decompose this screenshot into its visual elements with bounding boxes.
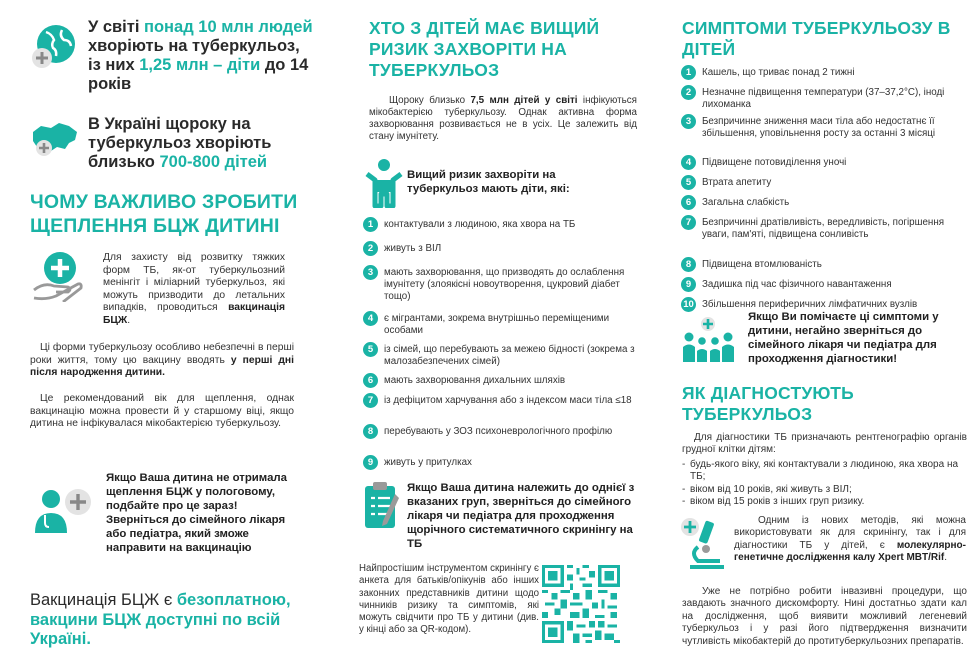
doctor-icon	[33, 488, 93, 533]
list-item: 9 Задишка під час фізичного навантаження	[681, 279, 971, 299]
list-item: 2 Незначне підвищення температури (37–37,2°C), іноді лихоманка	[681, 87, 971, 116]
list-item: 7 із дефіцитом харчування або з індексом маси тіла ≤18	[363, 395, 643, 426]
risk-heading: ХТО З ДІТЕЙ МАЄ ВИЩИЙ РИЗИК ЗАХВОРІТИ НА ТУБЕРКУЛЬОЗ	[369, 18, 600, 80]
risk-intro: Щороку близько 7,5 млн дітей у світі інфікуються мікобактерією туберкульозу. Однак активна форма захворювання розвивається не в усіх. Це залежить від стану імунітету.	[369, 95, 637, 142]
list-item: 1 контактували з людиною, яка хвора на ТБ	[363, 219, 643, 243]
bcg-para-3: Це рекомендований вік для щеплення, однак вакцинацію можна провести й у старшому віці, якщо дитина не інфікувалася мікобактерією туберкульозу.	[30, 393, 294, 430]
list-item: 8 Підвищена втомлюваність	[681, 259, 971, 279]
list-item: - віком від 10 років, які живуть з ВІЛ;	[682, 484, 967, 496]
method-para: Одним із нових методів, які можна використовувати як для скринінгу, так і для діагностики ТБ у дітей, є молекулярно-генетичне дослідження калу Xpert MBT/Rif.	[734, 515, 966, 564]
screening-note: Якщо Ваша дитина належить до однієї з вказаних груп, зверніться до сімейного лікаря чи педіатра для проходження щорічного систематичного скринінгу на ТБ	[407, 482, 635, 550]
globe-plus-icon	[30, 22, 80, 72]
symptoms-note: Якщо Ви помічаєте ці симптоми у дитини, негайно зверніться до сімейного лікаря чи педіатра для проходження діагностики!	[748, 311, 939, 365]
column-right	[668, 0, 980, 671]
list-item: 3 Безпричинне зниження маси тіла або недостатнє її збільшення, уповільнення росту за останні 3 місяці	[681, 116, 971, 157]
list-item: 4 є мігрантами, зокрема внутрішньо переміщеними особами	[363, 313, 643, 344]
bcg-note: Якщо Ваша дитина не отримала щеплення БЦЖ у пологовому, подбайте про це зараз! Зверніться до сімейного лікаря або педіатра, який зможе направити на вакцинацію	[106, 472, 287, 554]
family-icon	[680, 316, 736, 362]
list-item: 10 Збільшення периферичних лімфатичних вузлів	[681, 299, 971, 319]
list-item: 5 Втрата апетиту	[681, 177, 971, 197]
hand-plus-icon	[32, 248, 84, 302]
symptoms-heading: СИМПТОМИ ТУБЕРКУЛЬОЗУ В ДІТЕЙ	[682, 18, 951, 59]
ukraine-map-icon	[30, 118, 80, 158]
column-left	[0, 0, 320, 671]
ukraine-stat: В Україні щороку на туберкульоз хворіють близько 700-800 дітей	[88, 115, 272, 171]
diagnosis-intro: Для діагностики ТБ призначають рентгенографію органів грудної клітки дітям:	[682, 432, 967, 456]
column-middle	[335, 0, 653, 671]
risk-list	[363, 219, 643, 477]
bcg-para-1: Для захисту від розвитку тяжких форм ТБ, як-от туберкульозний менінгіт і міліарний туберкульоз, які можуть призводити до летальних випадків, проводиться вакцинація БЦЖ.	[103, 252, 285, 326]
risk-title: Вищий ризик захворіти на туберкульоз мають діти, які:	[407, 169, 570, 195]
bcg-heading: ЧОМУ ВАЖЛИВО ЗРОБИТИ ЩЕПЛЕННЯ БЦЖ ДИТИНІ	[30, 191, 298, 237]
list-item: 5 із сімей, що перебувають за межею бідності (зокрема з малозабезпечених сімей)	[363, 344, 643, 375]
final-para: Уже не потрібно робити інвазивні процедури, що завдають значного дискомфорту. Нині достатньо здати кал на дослідження, щоб виявити можливий легеневий туберкульоз і у разі його підтвердження визначити чутливість мікобактерій до протитуберкульозних препаратів.	[682, 586, 967, 647]
diagnosis-list	[682, 459, 967, 509]
symptoms-list	[681, 67, 971, 319]
list-item: - віком від 15 років з інших груп ризику.	[682, 496, 967, 508]
list-item: 9 живуть у притулках	[363, 457, 643, 477]
list-item: - будь-якого віку, які контактували з людиною, яка хвора на ТБ;	[682, 459, 967, 484]
clipboard-icon	[363, 480, 401, 532]
bcg-footer: Вакцинація БЦЖ є безоплатною, вакцини БЦЖ доступні по всій Україні.	[30, 591, 291, 648]
world-stat: У світі понад 10 млн людей хворіють на туберкульоз, із них 1,25 млн – діти до 14 років	[88, 18, 313, 93]
list-item: 6 Загальна слабкість	[681, 197, 971, 217]
child-icon	[363, 158, 405, 208]
qr-code[interactable]	[542, 565, 620, 643]
screening-para: Найпростішим інструментом скринінгу є анкета для батьків/опікунів або інших законних представників дитини щодо чинників ризику та симптомів, які можуть свідчити про ТБ у дитини (див. у кінці або за QR-кодом).	[359, 563, 539, 636]
list-item: 4 Підвищене потовиділення уночі	[681, 157, 971, 177]
diagnosis-heading: ЯК ДІАГНОСТУЮТЬ ТУБЕРКУЛЬОЗ	[682, 383, 854, 424]
list-item: 3 мають захворювання, що призводять до ослаблення імунітету (злоякісні новоутворення, цукровий діабет тощо)	[363, 267, 643, 313]
list-item: 1 Кашель, що триває понад 2 тижні	[681, 67, 971, 87]
list-item: 6 мають захворювання дихальних шляхів	[363, 375, 643, 395]
list-item: 8 перебувають у ЗОЗ психоневрологічного профілю	[363, 426, 643, 457]
list-item: 2 живуть з ВІЛ	[363, 243, 643, 267]
bcg-para-2: Ці форми туберкульозу особливо небезпечні в перші роки життя, тому цю вакцину вводять у перші дні після народження дитини.	[30, 342, 294, 379]
microscope-icon	[680, 517, 728, 569]
list-item: 7 Безпричинні дратівливість, вередливість, погіршення уваги, пам'яті, підвищена сонливість	[681, 217, 971, 259]
